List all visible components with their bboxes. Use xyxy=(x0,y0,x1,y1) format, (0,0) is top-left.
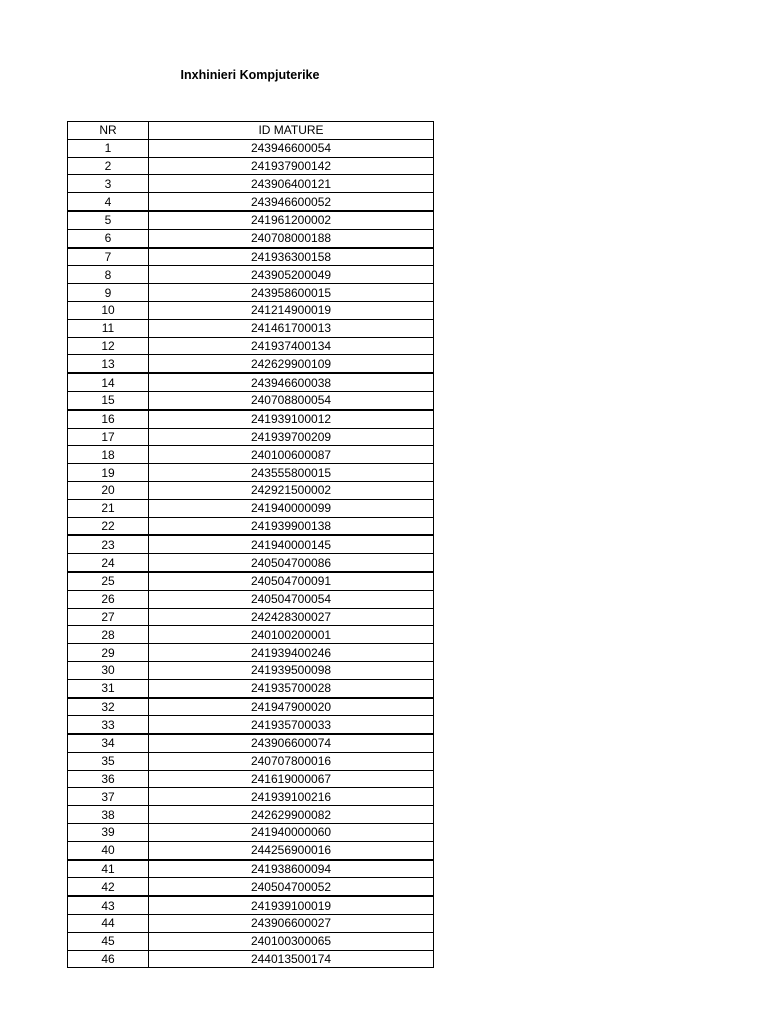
row-number: 22 xyxy=(68,517,149,535)
row-number: 32 xyxy=(68,698,149,716)
row-id-mature: 241961200002 xyxy=(149,211,434,229)
table-row xyxy=(68,878,434,896)
table-row xyxy=(68,266,434,284)
row-id-mature: 244256900016 xyxy=(149,841,434,859)
row-number: 18 xyxy=(68,446,149,464)
row-id-mature: 241939100012 xyxy=(149,410,434,428)
table-row xyxy=(68,193,434,211)
row-number: 30 xyxy=(68,661,149,679)
row-number: 24 xyxy=(68,554,149,572)
row-number: 37 xyxy=(68,788,149,806)
row-number: 15 xyxy=(68,391,149,409)
row-id-mature: 241619000067 xyxy=(149,770,434,788)
row-number: 31 xyxy=(68,679,149,697)
table-row xyxy=(68,572,434,590)
table-row xyxy=(68,248,434,266)
row-number: 41 xyxy=(68,860,149,878)
row-id-mature: 244013500174 xyxy=(149,950,434,968)
table-row xyxy=(68,175,434,193)
table-row xyxy=(68,608,434,626)
table-row xyxy=(68,679,434,697)
table-row xyxy=(68,535,434,553)
row-number: 2 xyxy=(68,157,149,175)
row-id-mature: 241939900138 xyxy=(149,517,434,535)
table-row xyxy=(68,716,434,734)
row-number: 12 xyxy=(68,337,149,355)
row-number: 20 xyxy=(68,481,149,499)
row-number: 9 xyxy=(68,284,149,302)
row-id-mature: 241947900020 xyxy=(149,698,434,716)
row-number: 3 xyxy=(68,175,149,193)
table-row xyxy=(68,770,434,788)
row-id-mature: 242629900109 xyxy=(149,355,434,373)
row-id-mature: 241940000145 xyxy=(149,535,434,553)
row-number: 11 xyxy=(68,319,149,337)
row-id-mature: 241461700013 xyxy=(149,319,434,337)
row-id-mature: 240504700091 xyxy=(149,572,434,590)
table-row xyxy=(68,157,434,175)
row-id-mature: 240708800054 xyxy=(149,391,434,409)
row-number: 1 xyxy=(68,139,149,157)
row-id-mature: 242428300027 xyxy=(149,608,434,626)
table-row xyxy=(68,734,434,752)
table-row xyxy=(68,698,434,716)
row-number: 16 xyxy=(68,410,149,428)
row-number: 42 xyxy=(68,878,149,896)
row-id-mature: 241935700033 xyxy=(149,716,434,734)
row-number: 25 xyxy=(68,572,149,590)
row-id-mature: 242629900082 xyxy=(149,806,434,824)
row-number: 36 xyxy=(68,770,149,788)
row-number: 28 xyxy=(68,626,149,644)
row-id-mature: 243906600074 xyxy=(149,734,434,752)
row-number: 4 xyxy=(68,193,149,211)
row-id-mature: 241940000060 xyxy=(149,824,434,842)
table-row xyxy=(68,517,434,535)
table-row xyxy=(68,626,434,644)
table-row xyxy=(68,860,434,878)
table-row xyxy=(68,301,434,319)
row-number: 35 xyxy=(68,752,149,770)
row-id-mature: 243906600027 xyxy=(149,915,434,933)
page-title: Inxhinieri Kompjuterike xyxy=(180,68,320,82)
row-number: 17 xyxy=(68,428,149,446)
row-id-mature: 240100300065 xyxy=(149,932,434,950)
table-row xyxy=(68,337,434,355)
row-id-mature: 241939100019 xyxy=(149,896,434,914)
table-row xyxy=(68,824,434,842)
row-id-mature: 241939700209 xyxy=(149,428,434,446)
table-row xyxy=(68,229,434,247)
table-row xyxy=(68,428,434,446)
row-number: 23 xyxy=(68,535,149,553)
table-header-row xyxy=(68,122,434,140)
row-id-mature: 240100600087 xyxy=(149,446,434,464)
row-id-mature: 240707800016 xyxy=(149,752,434,770)
row-id-mature: 241939400246 xyxy=(149,644,434,662)
table-row xyxy=(68,373,434,391)
row-id-mature: 240100200001 xyxy=(149,626,434,644)
table-body xyxy=(68,139,434,968)
table-row xyxy=(68,391,434,409)
table-row xyxy=(68,932,434,950)
table-row xyxy=(68,284,434,302)
table-row xyxy=(68,499,434,517)
row-id-mature: 243946600054 xyxy=(149,139,434,157)
table-row xyxy=(68,554,434,572)
table-row xyxy=(68,355,434,373)
row-number: 8 xyxy=(68,266,149,284)
row-id-mature: 243946600038 xyxy=(149,373,434,391)
row-id-mature: 241937900142 xyxy=(149,157,434,175)
row-id-mature: 241939500098 xyxy=(149,661,434,679)
row-id-mature: 240504700054 xyxy=(149,590,434,608)
row-number: 10 xyxy=(68,301,149,319)
table-row xyxy=(68,841,434,859)
column-header-id-mature: ID MATURE xyxy=(149,122,434,140)
table-row xyxy=(68,139,434,157)
row-id-mature: 241937400134 xyxy=(149,337,434,355)
row-number: 5 xyxy=(68,211,149,229)
row-number: 21 xyxy=(68,499,149,517)
table-row xyxy=(68,644,434,662)
table-row xyxy=(68,896,434,914)
row-number: 45 xyxy=(68,932,149,950)
row-id-mature: 243905200049 xyxy=(149,266,434,284)
row-number: 34 xyxy=(68,734,149,752)
row-id-mature: 240504700052 xyxy=(149,878,434,896)
table-row xyxy=(68,481,434,499)
row-number: 39 xyxy=(68,824,149,842)
table-row xyxy=(68,410,434,428)
row-number: 6 xyxy=(68,229,149,247)
row-number: 13 xyxy=(68,355,149,373)
row-number: 26 xyxy=(68,590,149,608)
table-row xyxy=(68,464,434,482)
table-row xyxy=(68,319,434,337)
row-id-mature: 241214900019 xyxy=(149,301,434,319)
table-row xyxy=(68,806,434,824)
table-row xyxy=(68,590,434,608)
table-row xyxy=(68,211,434,229)
row-number: 14 xyxy=(68,373,149,391)
table-row xyxy=(68,661,434,679)
row-id-mature: 241939100216 xyxy=(149,788,434,806)
row-number: 19 xyxy=(68,464,149,482)
row-id-mature: 241938600094 xyxy=(149,860,434,878)
row-id-mature: 242921500002 xyxy=(149,481,434,499)
table-row xyxy=(68,752,434,770)
row-number: 46 xyxy=(68,950,149,968)
row-id-mature: 243946600052 xyxy=(149,193,434,211)
row-number: 43 xyxy=(68,896,149,914)
row-id-mature: 243555800015 xyxy=(149,464,434,482)
row-number: 29 xyxy=(68,644,149,662)
row-id-mature: 241935700028 xyxy=(149,679,434,697)
row-number: 38 xyxy=(68,806,149,824)
table-row xyxy=(68,788,434,806)
table-row xyxy=(68,915,434,933)
table-row xyxy=(68,446,434,464)
row-id-mature: 243958600015 xyxy=(149,284,434,302)
row-id-mature: 241936300158 xyxy=(149,248,434,266)
row-number: 33 xyxy=(68,716,149,734)
table-row xyxy=(68,950,434,968)
row-number: 7 xyxy=(68,248,149,266)
column-header-nr: NR xyxy=(68,122,149,140)
row-id-mature: 243906400121 xyxy=(149,175,434,193)
row-number: 27 xyxy=(68,608,149,626)
results-table xyxy=(67,121,434,968)
row-id-mature: 241940000099 xyxy=(149,499,434,517)
row-number: 44 xyxy=(68,915,149,933)
row-number: 40 xyxy=(68,841,149,859)
row-id-mature: 240504700086 xyxy=(149,554,434,572)
row-id-mature: 240708000188 xyxy=(149,229,434,247)
